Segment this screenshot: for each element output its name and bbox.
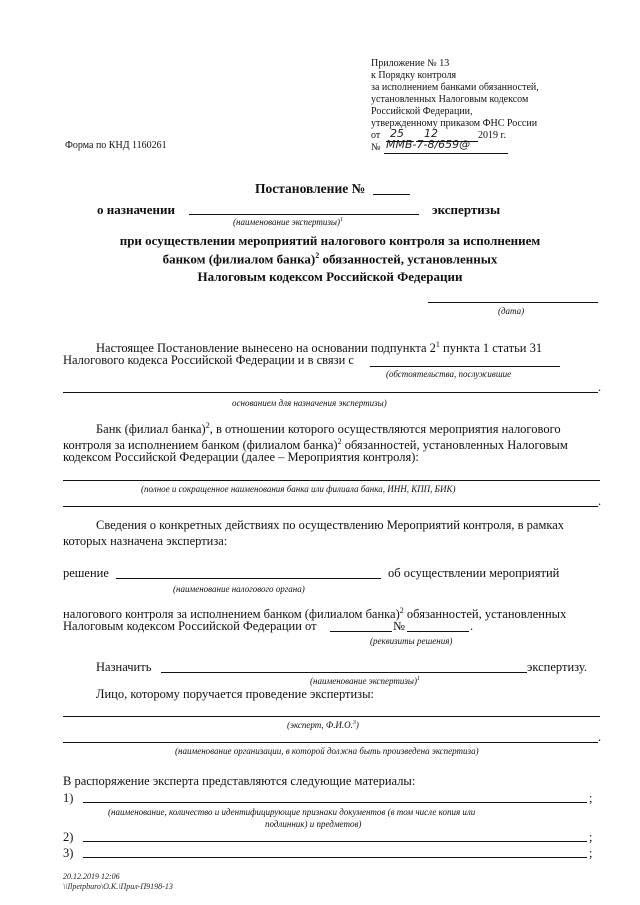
footer-timestamp: 20.12.2019 12:06	[63, 872, 120, 881]
footer-path: \\Ilpetpburo\O.К.\Прил-П9198-13	[63, 882, 173, 891]
para2-period: .	[598, 494, 602, 508]
para1-caption-2: основанием для назначения экспертизы)	[232, 398, 387, 408]
expert-caption: (эксперт, Ф.И.О.$^3$)	[287, 720, 359, 730]
date-day-handwritten: 25	[390, 127, 404, 140]
decision-number-sign: №	[393, 619, 405, 633]
para1-line-1: Настоящее Постановление вынесено на основании подпункта $2^1$ пункта 1 статьи 31	[96, 340, 543, 356]
org-line	[63, 742, 598, 743]
para1-reason-line-2	[63, 392, 598, 393]
materials-item-1-num: 1)	[63, 791, 74, 805]
para2-line-3: кодексом Российской Федерации (далее – Мероприятия контроля):	[63, 450, 419, 464]
title-number-line	[373, 194, 410, 195]
decision-caption-2: (реквизиты решения)	[370, 636, 453, 646]
decision-date-line	[330, 631, 392, 632]
decision-prefix: решение	[63, 566, 109, 580]
decision-number-line	[407, 631, 469, 632]
decision-line-2: налогового контроля за исполнением банком (филиалом банка)$^2$ обязанностей, установленных	[63, 606, 567, 622]
para3-line-1: Сведения о конкретных действиях по осуществлению Мероприятий контроля, в рамках	[96, 518, 565, 532]
appoint-suffix: экспертизу.	[527, 660, 587, 674]
para2-bank-line-1	[63, 480, 600, 481]
decision-caption: (наименование налогового органа)	[173, 584, 305, 594]
para3-line-2: которых назначена экспертиза:	[63, 534, 228, 548]
decision-line-3: Налоговым кодексом Российской Федерации от	[63, 619, 317, 633]
materials-intro: В распоряжение эксперта представляются следующие материалы:	[63, 774, 416, 788]
appendix-line-4: установленных Налоговым кодексом	[371, 94, 529, 105]
materials-item-2-line	[83, 841, 587, 842]
para2-caption: (полное и сокращенное наименования банка или филиала банка, ИНН, КПП, БИК)	[141, 484, 456, 494]
materials-item-3-line	[83, 857, 587, 858]
materials-item-1-line	[83, 802, 587, 803]
appoint-prefix: Назначить	[96, 660, 152, 674]
materials-caption-1: (наименование, количество и идентифицирующие признаки документов (в том числе копия или	[108, 807, 476, 817]
para2-line-2: контроля за исполнением банком (филиалом банка)$^2$ обязанностей, установленных Налоговым	[63, 437, 568, 453]
appendix-date-year: 2019 г.	[478, 130, 506, 141]
appendix-line-2: к Порядку контроля	[371, 70, 457, 81]
decision-period: .	[470, 619, 474, 633]
org-caption: (наименование организации, в которой должна быть произведена экспертиза)	[175, 746, 479, 756]
title-assign-caption: (наименование экспертизы)$^1$	[233, 217, 344, 227]
title-assign-prefix: о назначении	[97, 202, 176, 217]
appendix-number-handwritten: ММВ-7-8/659@	[386, 138, 471, 151]
date-caption: (дата)	[498, 306, 525, 316]
title-main: Постановление №	[255, 181, 366, 196]
para2-line-1: Банк (филиал банка)$^2$, в отношении которого осуществляются мероприятия налогового	[96, 421, 561, 437]
title-line-3: банком (филиалом банка)$^2$ обязанностей, установленных	[162, 251, 498, 267]
title-assign-line	[189, 214, 419, 215]
title-assign-suffix: экспертизы	[432, 202, 501, 217]
materials-item-2-num: 2)	[63, 830, 74, 844]
para1-line-2: Налогового кодекса Российской Федерации и в связи с	[63, 353, 354, 367]
expert-line	[63, 716, 600, 717]
decision-organ-line	[116, 578, 381, 579]
form-code: Форма по КНД 1160261	[65, 140, 167, 151]
title-line-4: Налоговым кодексом Российской Федерации	[197, 269, 463, 284]
org-period: .	[598, 730, 602, 744]
para1-period: .	[598, 380, 602, 394]
appendix-number-line	[384, 153, 508, 154]
appendix-line-6: утвержденному приказом ФНС России	[371, 118, 538, 129]
title-line-2: при осуществлении мероприятий налогового контроля за исполнением	[119, 233, 541, 248]
materials-item-1-semicolon: ;	[589, 791, 593, 805]
appendix-line-1: Приложение № 13	[371, 58, 450, 69]
appoint-person: Лицо, которому поручается проведение экспертизы:	[96, 687, 374, 701]
para1-caption-1: (обстоятельства, послужившие	[386, 369, 512, 379]
appendix-number-prefix: №	[371, 142, 381, 153]
appoint-caption: (наименование экспертизы)$^1$	[310, 676, 421, 686]
appendix-line-3: за исполнением банками обязанностей,	[371, 82, 539, 93]
date-month-handwritten: 12	[424, 127, 438, 140]
appoint-line	[161, 672, 527, 673]
materials-item-3-num: 3)	[63, 846, 74, 860]
materials-item-2-semicolon: ;	[589, 830, 593, 844]
para2-bank-line-2	[63, 506, 598, 507]
materials-caption-2: подлинник) и предметов)	[265, 819, 362, 829]
materials-item-3-semicolon: ;	[589, 846, 593, 860]
para1-reason-line	[370, 366, 560, 367]
decision-suffix: об осуществлении мероприятий	[388, 566, 560, 580]
appendix-line-5: Российской Федерации,	[371, 106, 473, 117]
appendix-date-prefix: от	[371, 130, 381, 141]
date-line	[428, 302, 598, 303]
